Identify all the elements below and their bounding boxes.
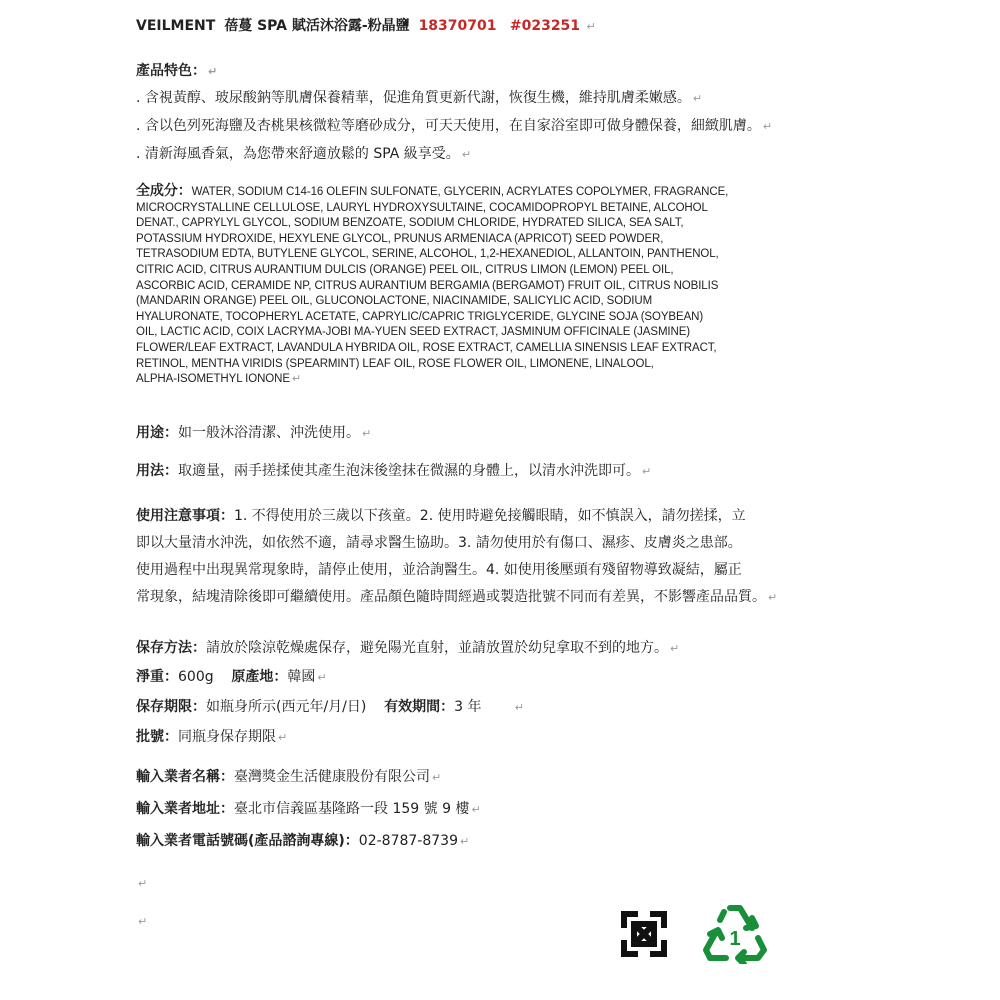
- feature-item: . 含視黃醇、玻尿酸鈉等肌膚保養精華，促進角質更新代謝，恢復生機，維持肌膚柔嫩感。 ↵: [136, 90, 703, 106]
- product-name: 蓓蔓 SPA 賦活沐浴露-粉晶鹽: [224, 18, 410, 34]
- product-hex: #023251: [509, 18, 581, 34]
- product-code: 18370701: [418, 18, 497, 34]
- cautions-block: 使用注意事項：1. 不得使用於三歲以下孩童。2. 使用時避免接觸眼睛，如不慎誤入，請勿搓揉，立 即以大量清水沖洗，如依然不適，請尋求醫生協助。3. 請勿使用於有傷口、濕疹、皮膚炎之患部。 使用過程中出現異常現象時，請停止使用，並洽詢醫生。4. 如使用後壓頭有殘留物導致凝結，屬正 常現象，結塊清除後即可繼續使用。產品顏色隨時間經過或製造批號不同而有差異，不影響產品品質。 ↵: [136, 503, 876, 611]
- importer-phone-line: 輸入業者電話號碼(產品諮詢專線)：02-8787-8739 ↵: [136, 833, 470, 849]
- features-heading: 產品特色： ↵: [136, 63, 218, 79]
- caution-line: 即以大量清水沖洗，如依然不適，請尋求醫生協助。3. 請勿使用於有傷口、濕疹、皮膚炎之患部。: [136, 535, 742, 551]
- usage-line: 用途：如一般沐浴清潔、沖洗使用。 ↵: [136, 425, 372, 441]
- ingredient-line: POTASSIUM HYDROXIDE, HEXYLENE GLYCOL, PRUNUS ARMENIACA (APRICOT) SEED POWDER,: [136, 232, 664, 245]
- shelf-life-line: 保存期限：如瓶身所示(西元年/月/日) 有效期間：3 年 ↵: [136, 699, 524, 715]
- ingredient-line: HYALURONATE, TOCOPHERYL ACETATE, CAPRYLIC/CAPRIC TRIGLYCERIDE, GLYCINE SOJA (SOYBEAN): [136, 310, 704, 323]
- cautions-label: 使用注意事項：: [136, 508, 234, 524]
- recycling-mark-icon: [616, 906, 672, 966]
- product-header: [136, 17, 596, 36]
- ingredient-line: CITRIC ACID, CITRUS AURANTIUM DULCIS (ORANGE) PEEL OIL, CITRUS LIMON (LEMON) PEEL OIL,: [136, 263, 674, 276]
- ingredient-line: MICROCRYSTALLINE CELLULOSE, LAURYL HYDROXYSULTAINE, COCAMIDOPROPYL BETAINE, ALCOHOL: [136, 201, 708, 214]
- empty-paragraph: ↵: [138, 915, 148, 928]
- ingredient-line: OIL, LACTIC ACID, COIX LACRYMA-JOBI MA-YUEN SEED EXTRACT, JASMINUM OFFICINALE (JASMINE): [136, 326, 691, 339]
- net-weight-line: 淨重：600g 原產地：韓國 ↵: [136, 669, 327, 685]
- importer-address-line: 輸入業者地址：臺北市信義區基隆路一段 159 號 9 樓 ↵: [136, 801, 481, 817]
- ingredient-line: (MANDARIN ORANGE) PEEL OIL, GLUCONOLACTONE, NIACINAMIDE, SALICYLIC ACID, SODIUM: [136, 295, 653, 308]
- brand-name: VEILMENT: [136, 18, 216, 34]
- ingredients-heading: 全成分：: [136, 182, 192, 198]
- storage-line: 保存方法：請放於陰涼乾燥處保存，避免陽光直射，並請放置於幼兒拿取不到的地方。 ↵: [136, 640, 680, 656]
- batch-line: 批號：同瓶身保存期限 ↵: [136, 729, 288, 745]
- feature-item: . 清新海風香氣，為您帶來舒適放鬆的 SPA 級享受。 ↵: [136, 146, 472, 162]
- pet-1-recycle-icon: [700, 898, 770, 968]
- empty-paragraph: ↵: [138, 877, 148, 890]
- ingredient-line: RETINOL, MENTHA VIRIDIS (SPEARMINT) LEAF OIL, ROSE FLOWER OIL, LIMONENE, LINALOOL,: [136, 357, 654, 370]
- ingredient-line: ALPHA-ISOMETHYL IONONE: [136, 373, 290, 386]
- caution-line: 使用過程中出現異常現象時，請停止使用，並洽詢醫生。4. 如使用後壓頭有殘留物導致凝結，屬正: [136, 562, 742, 578]
- ingredient-line: DENAT., CAPRYLYL GLYCOL, SODIUM BENZOATE, SODIUM CHLORIDE, HYDRATED SILICA, SEA SALT,: [136, 217, 684, 230]
- feature-item: . 含以色列死海鹽及杏桃果核微粒等磨砂成分，可天天使用，在自家浴室即可做身體保養，細緻肌膚。 ↵: [136, 118, 773, 134]
- ingredients-block: 全成分：WATER, SODIUM C14-16 OLEFIN SULFONATE, GLYCERIN, ACRYLATES COPOLYMER, FRAGRANCE, MICROCRYSTALLINE CELLULOSE, LAURYL HYDROXYSULTAINE, COCAMIDOPROPYL BETAINE, ALCOHOL DENAT., CAPRYLYL GLYCOL, SODIUM BENZOATE, SODIUM CHLORIDE, HYDRATED SILICA, SEA SALT, POTASSIUM HYDROXIDE, HEXYLENE GLYCOL, PRUNUS ARMENIACA (APRICOT) SEED POWDER, TETRASODIUM EDTA, BUTYLENE GLYCOL, SERINE, ALCOHOL, 1,2-HEXANEDIOL, ALLANTOIN, PANTHENOL, CITRIC ACID, CITRUS AURANTIUM DULCIS (ORANGE) PEEL OIL, CITRUS LIMON (LEMON) PEEL OIL, ASCORBIC ACID, CERAMIDE NP, CITRUS AURANTIUM BERGAMIA (BERGAMOT) FRUIT OIL, CITRUS NOBILIS (MANDARIN ORANGE) PEEL OIL, GLUCONOLACTONE, NIACINAMIDE, SALICYLIC ACID, SODIUM HYALURONATE, TOCOPHERYL ACETATE, CAPRYLIC/CAPRIC TRIGLYCERIDE, GLYCINE SOJA (SOYBEAN) OIL, LACTIC ACID, COIX LACRYMA-JOBI MA-YUEN SEED EXTRACT, JASMINUM OFFICINALE (JASMINE) FLOWER/LEAF EXTRACT, LAVANDULA HYBRIDA OIL, ROSE EXTRACT, CAMELLIA SINENSIS LEAF EXTRACT, RETINOL, MENTHA VIRIDIS (SPEARMINT) LEAF OIL, ROSE FLOWER OIL, LIMONENE, LINALOOL, ALPHA-ISOMETHYL IONONE ↵: [136, 183, 876, 388]
- paragraph-mark: ↵: [586, 20, 596, 33]
- caution-line: 常現象，結塊清除後即可繼續使用。產品顏色隨時間經過或製造批號不同而有差異，不影響產品品質。: [136, 589, 766, 605]
- ingredient-line: TETRASODIUM EDTA, BUTYLENE GLYCOL, SERINE, ALCOHOL, 1,2-HEXANEDIOL, ALLANTOIN, PANTHENOL,: [136, 248, 719, 261]
- method-line: 用法：取適量，兩手搓揉使其產生泡沫後塗抹在微濕的身體上，以清水沖洗即可。 ↵: [136, 463, 652, 479]
- pet-number: 1: [729, 928, 741, 950]
- ingredient-line: FLOWER/LEAF EXTRACT, LAVANDULA HYBRIDA OIL, ROSE EXTRACT, CAMELLIA SINENSIS LEAF EXTRACT,: [136, 341, 717, 354]
- importer-name-line: 輸入業者名稱：臺灣獎金生活健康股份有限公司 ↵: [136, 769, 442, 785]
- ingredient-line: ASCORBIC ACID, CERAMIDE NP, CITRUS AURANTIUM BERGAMIA (BERGAMOT) FRUIT OIL, CITRUS NOBILIS: [136, 279, 719, 292]
